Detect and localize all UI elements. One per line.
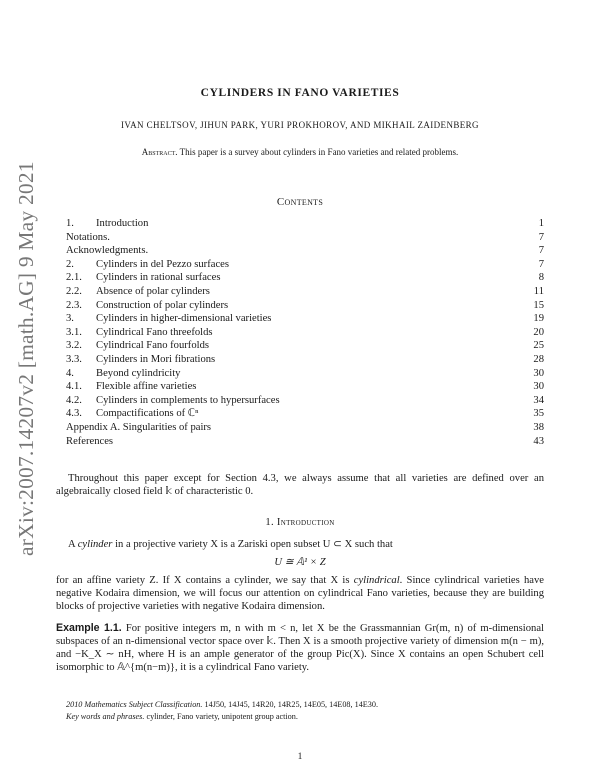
toc-number: 1. [66,218,74,229]
definition-text: A [68,539,78,550]
page-number: 1 [297,752,303,762]
toc-title: Notations. [66,231,110,243]
toc-entry[interactable] [66,217,544,231]
toc-number: 2. [66,258,74,270]
toc-title: Cylinders in higher-dimensional varieties [96,313,272,325]
toc-number: 2.3. [66,299,82,311]
toc-entry[interactable] [66,407,544,421]
definition-text: in a projective variety X is a Zariski open subset U ⊂ X such that [112,539,393,550]
toc-title: Absence of polar cylinders [96,285,210,297]
toc-page: 8 [538,272,544,284]
abstract-text: This paper is a survey about cylinders in Fano varieties and related problems. [179,147,459,157]
toc-title: Cylinders in del Pezzo surfaces [96,258,229,270]
toc-entry[interactable] [66,285,544,299]
toc-number: 2.1. [66,272,82,284]
toc-entry[interactable] [66,271,544,285]
toc-page: 1 [538,218,544,229]
toc-entry[interactable] [66,244,544,258]
toc-entry[interactable] [66,312,544,326]
toc-title: Cylinders in complements to hypersurfaces [96,394,280,406]
toc-entry[interactable] [66,353,544,367]
toc-page: 7 [538,231,544,243]
toc-page: 7 [538,258,544,270]
toc-title: Introduction [96,218,149,229]
keywords-text: cylinder, Fano variety, unipotent group action. [146,712,298,721]
contents-heading: Contents [276,196,324,208]
toc-page: 11 [533,285,544,297]
toc-entry[interactable] [66,231,544,245]
msc-codes: 14J50, 14J45, 14R20, 14R25, 14E05, 14E08, 14E30. [204,700,379,709]
toc-page: 25 [533,340,544,352]
msc-label: 2010 Mathematics Subject Classification. [66,700,203,709]
toc-title: Acknowledgments. [66,245,149,257]
toc-title: Cylinders in rational surfaces [96,272,221,284]
toc-page: 20 [533,326,544,338]
toc-entry[interactable] [66,421,544,435]
example-text: For positive integers m, n with m < n, let X be the Grassmannian Gr(m, n) of m-dimensional subspaces of an n-dimensional vector space over 𝕜. Then X is a smooth projective variety of dimension m(n − m), and −K_X ∼ nH, where H is an ample generator of the group Pic(X). Since X contains an open Schubert cell isomorphic to 𝔸^{m(n−m)}, it is a cylindrical Fano variety. [56,623,544,673]
toc-page: 19 [533,313,544,325]
toc-number: 3. [66,313,74,325]
msc-footnote [66,699,544,710]
toc-number: 3.2. [66,340,82,352]
arxiv-stamp: arXiv:2007.14207v2 [math.AG] 9 May 2021 [14,161,38,556]
toc-number: 3.1. [66,326,82,338]
cylinder-definition [56,538,544,551]
toc-title: Beyond cylindricity [96,367,181,379]
paragraph-text: . Since cylindrical varieties have negative Kodaira dimension, we will focus our attention on cylindrical Fano varieties, because they are building blocks of projective varieties with negative Kodaira dimension. [56,575,544,612]
toc-page: 7 [538,245,544,257]
toc-entry[interactable] [66,435,544,449]
toc-title: Compactifications of ℂⁿ [96,408,199,420]
abstract [0,147,600,157]
toc-number: 4. [66,367,74,379]
paper-title: CYLINDERS IN FANO VARIETIES [200,87,400,99]
toc-number: 4.2. [66,394,82,406]
cylindrical-paragraph [56,574,544,613]
example-label: Example 1.1. [56,622,122,634]
toc-title: Flexible affine varieties [96,381,197,393]
toc-entry[interactable] [66,258,544,272]
keywords-footnote [66,711,544,722]
toc-page: 34 [533,394,544,406]
toc-page: 43 [533,435,544,447]
toc-title: References [66,435,114,447]
toc-entry[interactable] [66,299,544,313]
example-paragraph [56,622,544,674]
abstract-label: Abstract. [141,147,178,157]
toc-title: Appendix A. Singularities of pairs [66,421,212,433]
toc-page: 38 [533,421,544,433]
toc-entry[interactable] [66,367,544,381]
toc-entry[interactable] [66,326,544,340]
paragraph-text: for an affine variety Z. If X contains a cylinder, we say that X is [56,575,354,586]
toc-page: 35 [533,408,544,420]
toc-title: Cylinders in Mori fibrations [96,353,216,365]
toc-page: 30 [533,367,544,379]
toc-page: 30 [533,381,544,393]
toc-title: Cylindrical Fano fourfolds [96,340,209,352]
assumption-paragraph: Throughout this paper except for Section 4.3, we always assume that all varieties are defined over an algebraically closed field 𝕜 of characteristic 0. [56,473,544,497]
toc-entry[interactable] [66,394,544,408]
section-heading: 1. Introduction [265,517,335,528]
toc-number: 3.3. [66,353,82,365]
toc-entry[interactable] [66,339,544,353]
toc-entry[interactable] [66,380,544,394]
cylindrical-term: cylindrical [353,575,400,586]
toc-title: Construction of polar cylinders [96,299,229,311]
definition-term: cylinder [77,539,113,550]
author-list: IVAN CHELTSOV, JIHUN PARK, YURI PROKHOROV, AND MIKHAIL ZAIDENBERG [121,120,479,130]
table-of-contents [66,217,544,448]
toc-page: 28 [533,353,544,365]
toc-title: Cylindrical Fano threefolds [96,326,213,338]
toc-page: 15 [533,299,544,311]
toc-number: 4.1. [66,381,82,393]
toc-number: 2.2. [66,285,82,297]
keywords-label: Key words and phrases. [66,712,145,721]
toc-number: 4.3. [66,408,82,420]
display-formula: U ≅ 𝔸¹ × Z [274,557,326,568]
